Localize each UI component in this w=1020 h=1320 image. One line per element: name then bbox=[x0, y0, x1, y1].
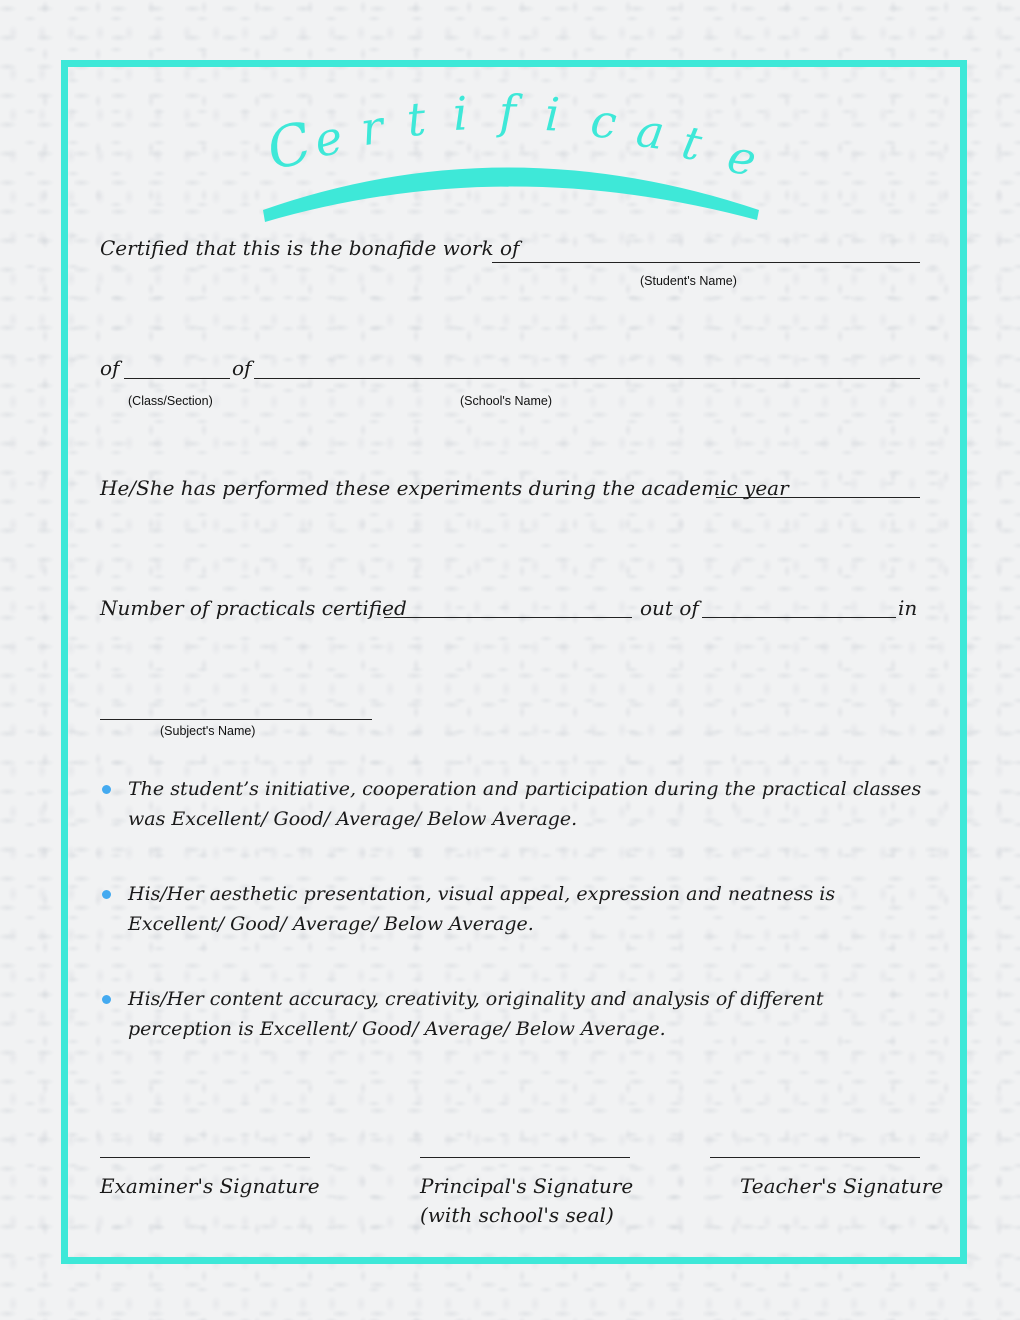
practicals-count-line[interactable] bbox=[384, 617, 632, 618]
title-letter: e bbox=[309, 109, 348, 168]
subject-name-caption: (Subject's Name) bbox=[160, 724, 256, 738]
in-label: in bbox=[898, 596, 918, 620]
examiner-signature-label: Examiner's Signature bbox=[100, 1174, 320, 1198]
practicals-certified-label: Number of practicals certified bbox=[100, 596, 407, 620]
title-letter: r bbox=[357, 99, 387, 157]
bullet-icon bbox=[102, 890, 111, 899]
title-swoosh bbox=[263, 168, 759, 223]
title-letter: C bbox=[260, 110, 318, 184]
principal-signature-line[interactable] bbox=[420, 1157, 630, 1158]
title-letter: a bbox=[632, 102, 669, 161]
academic-year-line[interactable] bbox=[716, 497, 920, 498]
school-name-line[interactable] bbox=[254, 378, 920, 379]
title-letter: i bbox=[451, 86, 470, 142]
class-section-line[interactable] bbox=[124, 378, 230, 379]
title-letter: e bbox=[722, 128, 762, 188]
assessment-initiative: The student’s initiative, cooperation and participation during the practical classes was Excellent/ Good/ Average/ Below Average. bbox=[128, 778, 922, 830]
school-name-caption: (School's Name) bbox=[460, 394, 552, 408]
bullet-icon bbox=[102, 995, 111, 1004]
title-letter: c bbox=[588, 93, 620, 150]
of-label-2: of bbox=[232, 356, 252, 380]
teacher-signature-label: Teacher's Signature bbox=[740, 1174, 944, 1198]
bullet-icon bbox=[102, 785, 111, 794]
academic-year-label: He/She has performed these experiments during the academic year bbox=[100, 476, 789, 500]
student-name-line[interactable] bbox=[492, 262, 920, 263]
assessment-content: His/Her content accuracy, creativity, originality and analysis of different perception is Excellent/ Good/ Average/ Below Average. bbox=[128, 988, 824, 1040]
certificate-title bbox=[255, 70, 765, 230]
teacher-signature-line[interactable] bbox=[710, 1157, 920, 1158]
practicals-total-line[interactable] bbox=[702, 617, 896, 618]
principal-seal-note: (with school's seal) bbox=[420, 1203, 614, 1227]
out-of-label: out of bbox=[640, 596, 699, 620]
subject-name-line[interactable] bbox=[100, 719, 372, 720]
assessment-presentation: His/Her aesthetic presentation, visual appeal, expression and neatness is Excellent/ Good/ Average/ Below Average. bbox=[128, 883, 836, 935]
title-letter: i bbox=[543, 87, 562, 142]
of-label-1: of bbox=[100, 356, 120, 380]
principal-signature-label: Principal's Signature bbox=[420, 1174, 634, 1198]
title-letter: t bbox=[404, 91, 429, 147]
class-section-caption: (Class/Section) bbox=[128, 394, 213, 408]
title-letter: t bbox=[677, 114, 707, 172]
title-letter: f bbox=[499, 85, 517, 139]
examiner-signature-line[interactable] bbox=[100, 1157, 310, 1158]
student-name-caption: (Student's Name) bbox=[640, 274, 737, 288]
bonafide-label: Certified that this is the bonafide work of bbox=[100, 236, 520, 260]
